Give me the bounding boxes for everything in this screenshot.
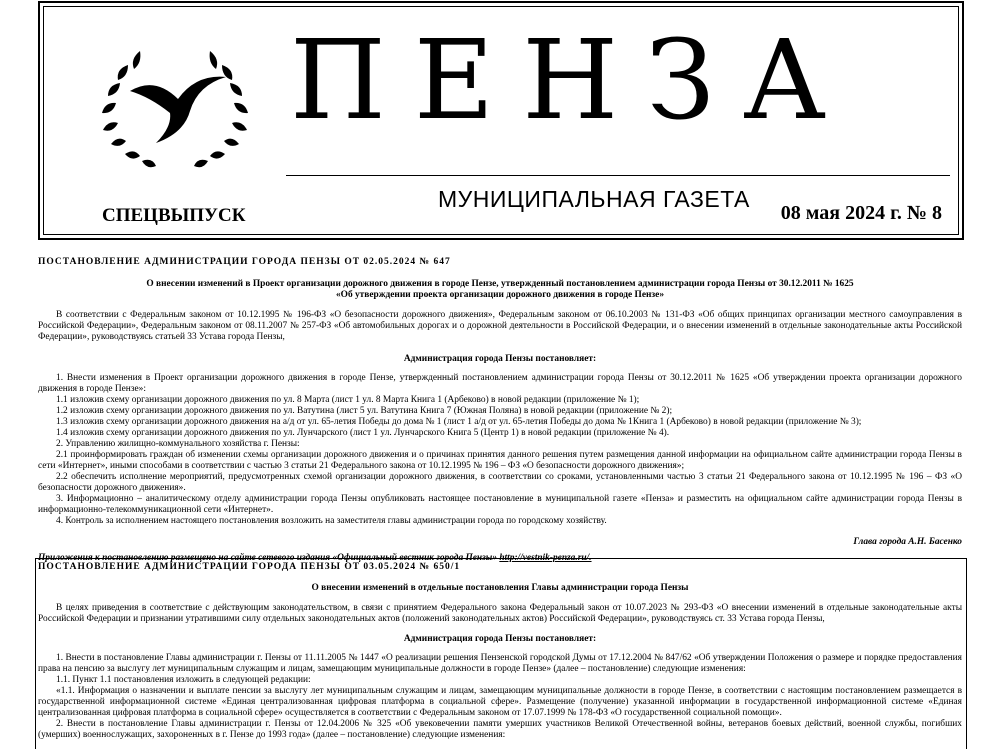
paragraph-1-1: 1.1. Пункт 1.1 постановления изложить в следующей редакции: xyxy=(56,675,311,685)
decree-intro: В соответствии с Федеральным законом от 10.12.1995 № 196-ФЗ «О безопасности дорожного движения», Федеральным законом от 06.10.2003 № 131-ФЗ «Об общих принципах организации местного самоуправления в Российской Федерации», Федеральным законом от 08.11.2007 № 257-ФЗ «Об автомобильных дорогах и о дорожной деятельности в Российской Федерации, и о внесении изменений в отдельные законодательные акты Российской Федерации», руководствуясь статьей 33 Устава города Пензы, xyxy=(38,310,962,342)
paragraph-2: 2. Управлению жилищно-коммунального хозяйства г. Пензы: xyxy=(56,439,300,449)
special-issue-label: СПЕЦВЫПУСК xyxy=(102,205,246,226)
paragraph-1-4: 1.4 изложив схему организации дорожного движения по ул. Лунчарского (лист 1 ул. Лунчарского Книга 5 (Центр 1) в новой редакции (приложение № 4). xyxy=(56,428,670,438)
swallow-wreath-emblem-icon xyxy=(100,31,250,181)
paragraph-4: 4. Контроль за исполнением настоящего постановления возложить на заместителя главы администрации города по городскому хозяйству. xyxy=(56,516,607,526)
newspaper-subtitle: МУНИЦИПАЛЬНАЯ ГАЗЕТА xyxy=(438,186,750,212)
paragraph-1-3: 1.3 изложив схему организации дорожного движения на а/д от ул. 65-летия Победы до дома № 1 (лист 1 а/д от ул. 65-летия Победы до дома № 1Книга 1 (Арбеково) в новой редакции (приложение № 3); xyxy=(56,417,862,427)
paragraph-1-1-text: «1.1. Информация о назначении и выплате пенсии за выслугу лет муниципальным служащим и лицам, замещающим муниципальные должности в городе Пензе, в соответствии с настоящим постановлением размещается в государственной информационной системе «Единая централизованная цифровая платформа в социальной сфере». Размещение (получение) указанной информации в государственной информационной системе «Единая централизованная цифровая платформа в социальной сфере» осуществляется в соответствии с Федеральным законом от 17.07.1999 № 178-ФЗ «О государственной социальной помощи». xyxy=(38,686,962,718)
newspaper-title: ПЕНЗА xyxy=(290,16,854,144)
masthead xyxy=(38,1,964,240)
decree-title: О внесении изменений в отдельные постановления Главы администрации города Пензы xyxy=(311,583,689,593)
paragraph-3: 3. Информационно – аналитическому отделу администрации города Пензы опубликовать настоящее постановление в муниципальной газете «Пенза» и разместить на официальном сайте администрации города Пензы в информационно-телекоммуникационной сети «Интернет». xyxy=(38,494,962,515)
decree-statement: Администрация города Пензы постановляет: xyxy=(403,354,597,364)
paragraph-1-2: 1.2 изложив схему организации дорожного движения по ул. Ватутина (лист 5 ул. Ватутина Книга 7 (Южная Поляна) в новой редакции (приложение № 2); xyxy=(56,406,673,416)
decree-647 xyxy=(38,257,962,564)
paragraph-1: 1. Внести в постановление Главы администрации г. Пензы от 11.11.2005 № 1447 «О реализации решения Пензенской городской Думы от 17.12.2004 № 847/62 «Об утверждении Положения о размере и порядке предоставления права на пенсию за выслугу лет муниципальным служащим и лицам, замещающим муниципальные должности в городе Пензе» (далее – постановление) следующие изменения: xyxy=(38,653,962,674)
decree-title: О внесении изменений в Проект организации дорожного движения в городе Пензе, утвержденный постановлением администрации города Пензы от 30.12.2011 № 1625 xyxy=(146,279,854,289)
decree-statement: Администрация города Пензы постановляет: xyxy=(403,634,597,644)
paragraph-1: 1. Внести изменения в Проект организации дорожного движения в городе Пензе, утвержденный постановлением администрации города Пензы от 30.12.2011 № 1625 «Об утверждении проекта организации дорожного движения в городе Пензе»: xyxy=(38,373,962,394)
signature: Глава города А.Н. Басенко xyxy=(853,537,962,547)
vestnik-link[interactable]: http://vestnik-penza.ru/. xyxy=(499,553,592,563)
decree-title-2: «Об утверждении проекта организации дорожного движения в городе Пензе» xyxy=(335,290,665,300)
title-rule xyxy=(286,175,950,176)
paragraph-2-1: 2.1 проинформировать граждан об изменении схемы организации дорожного движения и о причинах принятия данного решения путем размещения данной информации на официальном сайте администрации города Пензы в сети «Интернет», иными способами в соответствии с частью 3 статьи 21 Федерального закона от 10.12.1995 № 196 – ФЗ «О безопасности дорожного движения»; xyxy=(38,450,962,471)
paragraph-2-2: 2.2 обеспечить исполнение мероприятий, предусмотренных схемой организации дорожного движения, в соответствии со сроками, установленными частью 3 статьи 21 Федерального закона от 10.12.1995 № 196 – ФЗ «О безопасности дорожного движения». xyxy=(38,472,962,493)
decree-intro: В целях приведения в соответствие с действующим законодательством, в связи с принятием Федерального закона Федеральный закон от 10.07.2023 № 293-ФЗ «О внесении изменений в отдельные законодательные акты Российской Федерации и признании утратившими силу отдельных законодательных актов (положений законодательных актов) Российской Федерации», руководствуясь ст. 33 Устава города Пензы, xyxy=(38,603,962,624)
decree-header: ПОСТАНОВЛЕНИЕ АДМИНИСТРАЦИИ ГОРОДА ПЕНЗЫ ОТ 03.05.2024 № 650/1 xyxy=(38,562,461,572)
issue-date: 08 мая 2024 г. № 8 xyxy=(780,202,942,224)
decree-header: ПОСТАНОВЛЕНИЕ АДМИНИСТРАЦИИ ГОРОДА ПЕНЗЫ ОТ 02.05.2024 № 647 xyxy=(38,257,451,267)
paragraph-2: 2. Внести в постановление Главы администрации г. Пензы от 12.04.2006 № 325 «Об увековечении памяти умерших участников Великой Отечественной войны, ветеранов боевых действий, военной службы, погибших (умерших) военнослужащих, захороненных в г. Пензе до 1993 года» (далее – постановление) следующие изменения: xyxy=(38,719,962,740)
paragraph-1-1: 1.1 изложив схему организации дорожного движения по ул. 8 Марта (лист 1 ул. 8 Марта Книга 1 (Арбеково) в новой редакции (приложение № 1); xyxy=(56,395,640,405)
appendix-note-text: Приложения к постановлению размещено на сайте сетевого издания «Официальный вестник города Пензы» xyxy=(38,553,500,563)
decree-650 xyxy=(38,562,962,741)
